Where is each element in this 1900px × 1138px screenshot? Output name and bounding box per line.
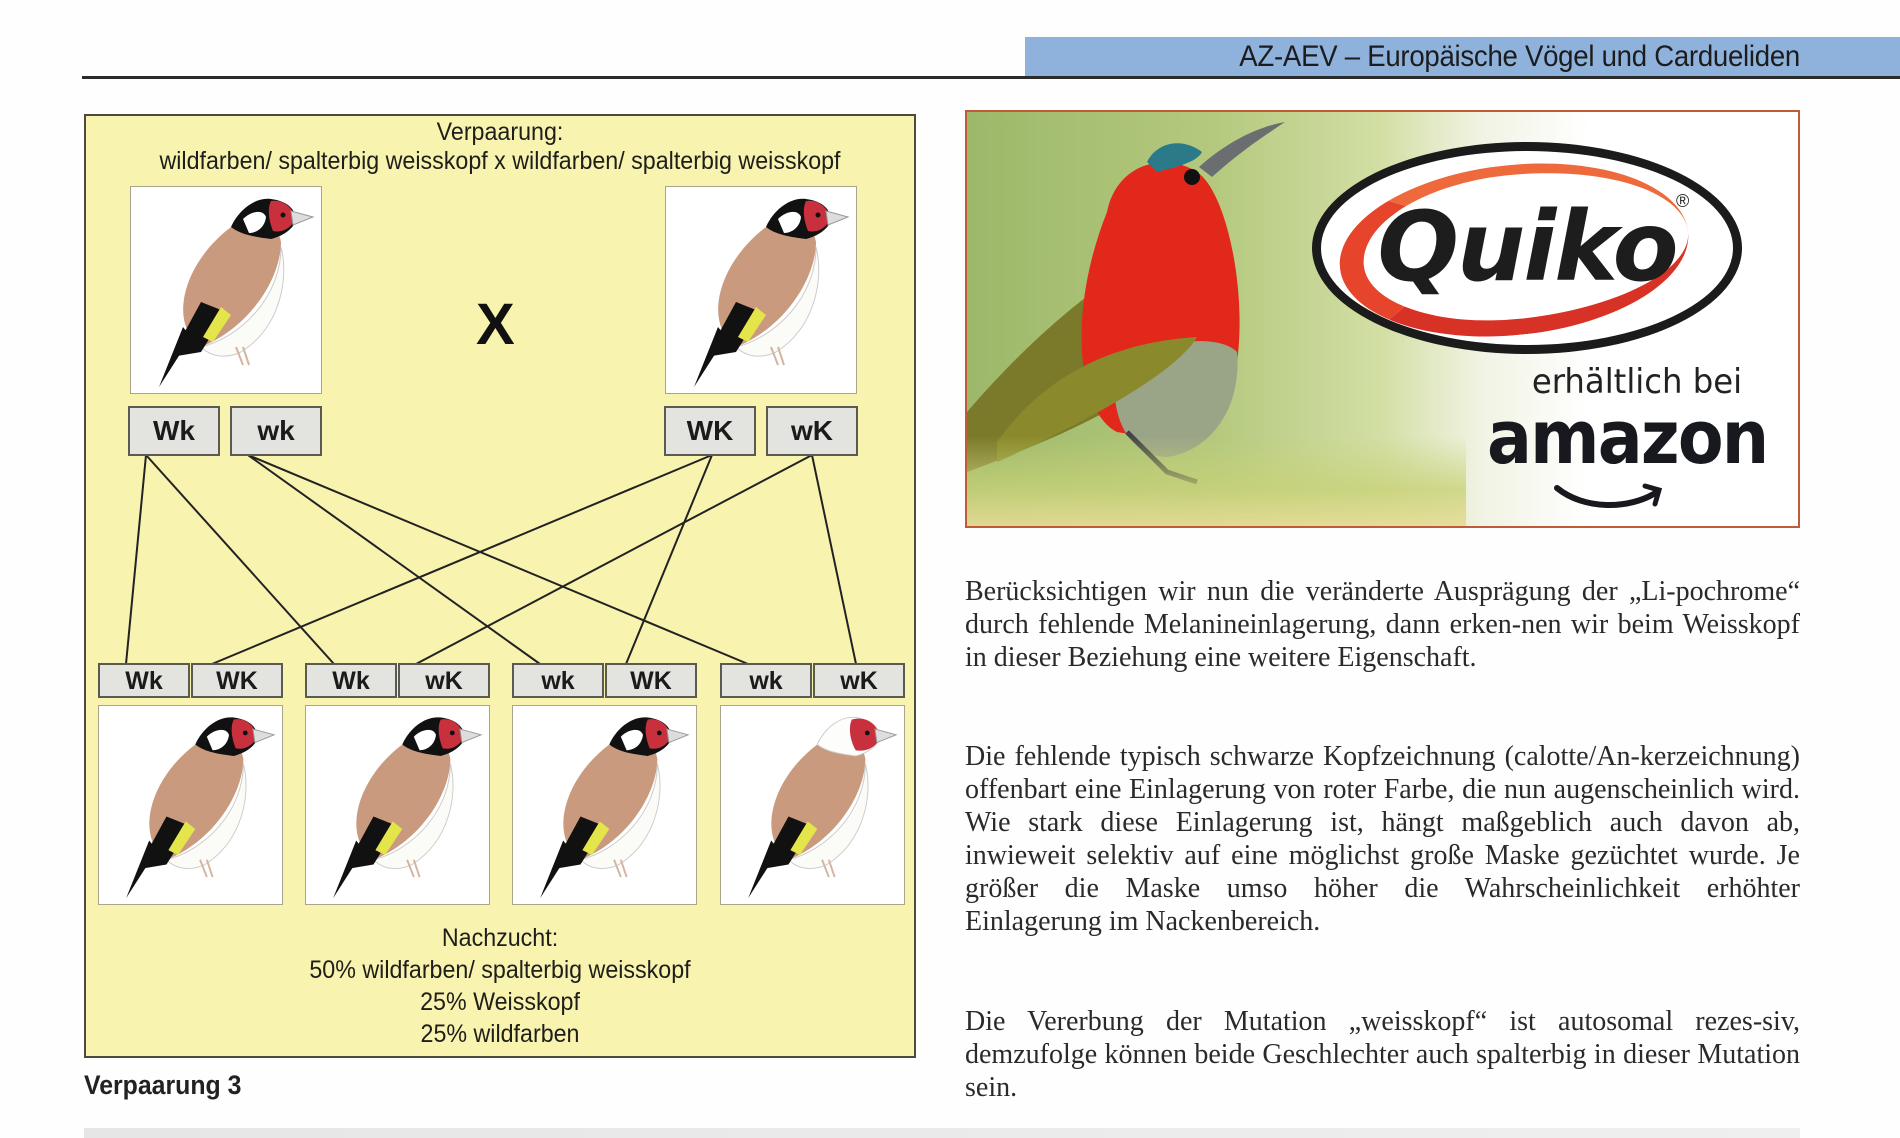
registered-mark: ® xyxy=(1676,191,1690,211)
quiko-logo xyxy=(1312,142,1742,354)
offspring-bird-1 xyxy=(98,705,283,905)
line-Wk-to-o1 xyxy=(126,455,146,664)
amazon-smile-icon xyxy=(1549,478,1669,518)
figure-caption: Verpaarung 3 xyxy=(84,1070,242,1100)
offspring2-allele-2: wK xyxy=(398,663,490,698)
offspring4-allele-1: wk xyxy=(720,663,812,698)
goldfinch-wildtype-icon xyxy=(131,187,321,392)
parent2-allele-1: WK xyxy=(664,406,756,456)
ad-tagline: erhältlich bei xyxy=(1531,362,1743,402)
cross-description: wildfarben/ spalterbig weisskopf x wildfarben/ spalterbig weisskopf xyxy=(159,147,841,175)
header-rule xyxy=(82,76,1900,79)
line-Wk-to-o2 xyxy=(146,455,334,664)
result-heading: Nachzucht: xyxy=(441,924,559,952)
parent1-allele-2: wk xyxy=(230,406,322,456)
diagram-heading: Verpaarung: xyxy=(436,118,564,146)
result-line-3: 25% wildfarben xyxy=(420,1020,580,1048)
parent2-allele-2: wK xyxy=(766,406,858,456)
parent-bird-2 xyxy=(665,186,857,394)
offspring4-allele-2: wK xyxy=(813,663,905,698)
offspring3-allele-1: wk xyxy=(512,663,604,698)
quiko-brand-text: Quiko xyxy=(1377,191,1677,303)
offspring-bird-2 xyxy=(305,705,490,905)
section-header-title: AZ-AEV – Europäische Vögel und Cardueliden xyxy=(1239,40,1800,73)
offspring-bird-3 xyxy=(512,705,697,905)
offspring2-allele-1: Wk xyxy=(305,663,397,698)
offspring1-allele-1: Wk xyxy=(98,663,190,698)
article-paragraph-3: Die Vererbung der Mutation „weisskopf“ ist autosomal rezes-siv, demzufolge können beide Geschlechter auch spalterbig in dieser Mutation sein. xyxy=(965,1006,1800,1103)
goldfinch-whitehead-icon xyxy=(721,706,904,903)
line-WK-to-o1 xyxy=(212,455,712,664)
page-bottom-band xyxy=(84,1128,1800,1138)
result-line-1: 50% wildfarben/ spalterbig weisskopf xyxy=(309,956,691,984)
quiko-advertisement[interactable] xyxy=(965,110,1800,528)
line-wK-to-o2 xyxy=(416,455,812,664)
ad-background-foliage xyxy=(967,436,1466,526)
amazon-logo-text: amazon xyxy=(1487,395,1768,481)
goldfinch-wildtype-icon xyxy=(99,706,282,903)
offspring3-allele-2: WK xyxy=(605,663,697,698)
breeding-diagram xyxy=(84,114,916,1058)
result-line-2: 25% Weisskopf xyxy=(420,988,580,1016)
offspring1-allele-2: WK xyxy=(191,663,283,698)
cross-symbol: X xyxy=(476,292,515,357)
parent-bird-1 xyxy=(130,186,322,394)
article-paragraph-1: Berücksichtigen wir nun die veränderte Ausprägung der „Li-pochrome“ durch fehlende Melanineinlagerung, dann erken-nen wir beim Weisskopf in dieser Beziehung eine weitere Eigenschaft. xyxy=(965,576,1800,673)
goldfinch-wildtype-icon xyxy=(306,706,489,903)
goldfinch-wildtype-icon xyxy=(513,706,696,903)
line-wk-to-o4 xyxy=(248,455,748,664)
goldfinch-wildtype-icon xyxy=(666,187,856,392)
article-paragraph-2: Die fehlende typisch schwarze Kopfzeichnung (calotte/An-kerzeichnung) offenbart eine Einlagerung von roter Farbe, die nun augenscheinlich wird. Wie stark diese Einlagerung ist, hängt maßgeblich auch davon ab, inwieweit selektiv auf eine möglichst große Maske gezüchtet wurde. Je größer die Maske umso höher die Wahrscheinlichkeit erhöhter Einlagerung im Nackenbereich. xyxy=(965,741,1800,937)
parent1-allele-1: Wk xyxy=(128,406,220,456)
offspring-bird-4 xyxy=(720,705,905,905)
line-wK-to-o4 xyxy=(812,455,856,664)
